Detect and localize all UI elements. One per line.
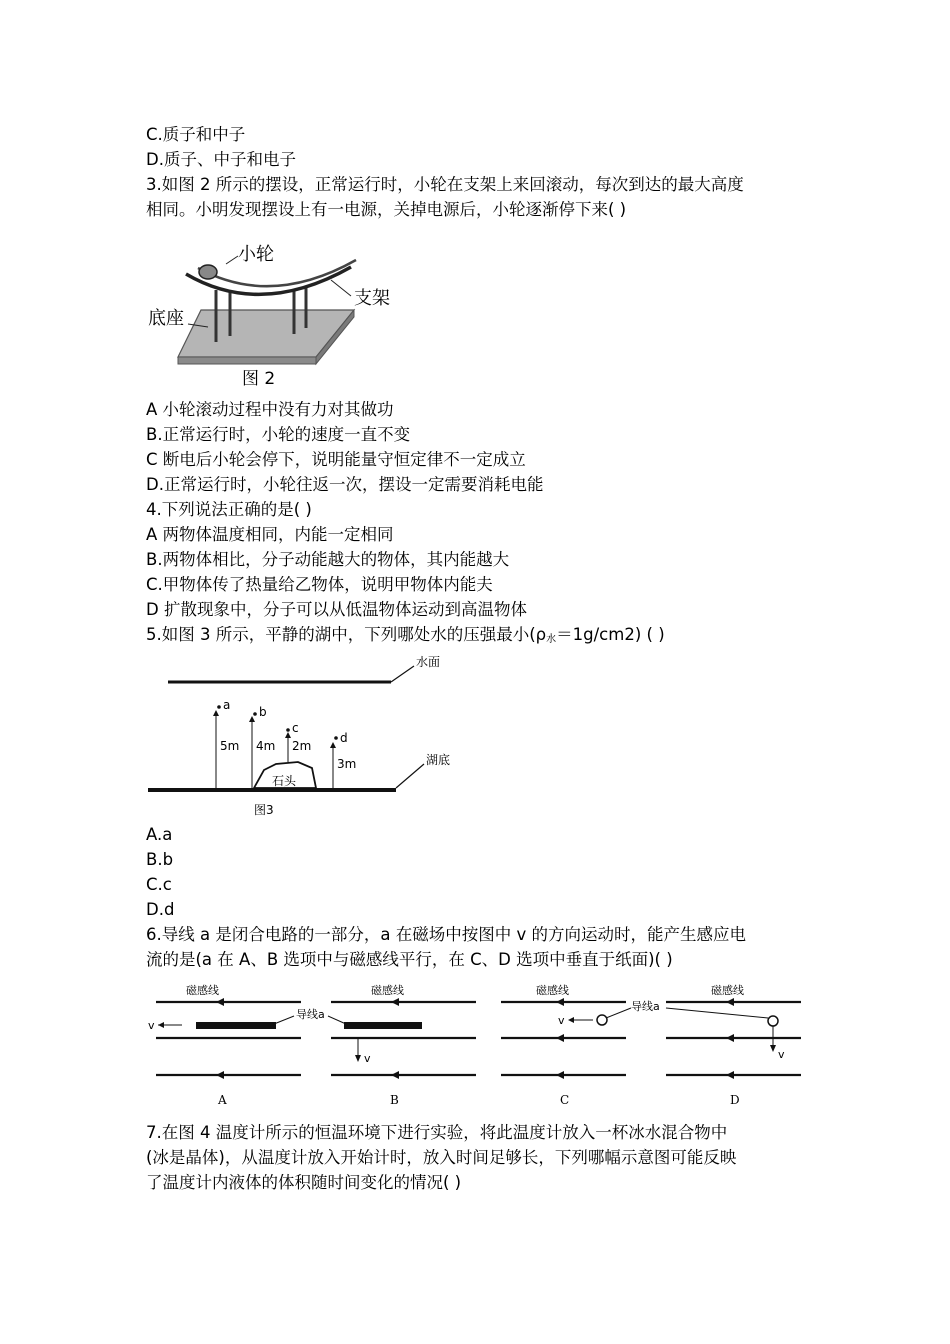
q7-stem-line2: (冰是晶体)，从温度计放入开始计时，放入时间足够长，下列哪幅示意图可能反映 [146, 1148, 737, 1167]
label-option-c: C [560, 1093, 570, 1107]
caption-figure-3: 图3 [254, 803, 274, 817]
q5-option-a: A.a [146, 825, 173, 844]
label-wire-cd: 导线a [631, 1000, 660, 1013]
label-stone: 石头 [272, 774, 297, 788]
label-frame: 支架 [354, 288, 390, 309]
label-option-d: D [730, 1093, 740, 1107]
label-lake-bottom: 湖底 [426, 753, 451, 767]
wire-a-option-b [344, 1022, 422, 1029]
figure-3-lake [146, 652, 481, 820]
label-option-a: A [218, 1093, 227, 1107]
caption-figure-2: 图 2 [242, 369, 276, 389]
q3-stem-line1: 3.如图 2 所示的摆设，正常运行时，小轮在支架上来回滚动，每次到达的最大高度 [146, 175, 744, 194]
q4-option-b: B.两物体相比，分子动能越大的物体，其内能越大 [146, 550, 510, 569]
q5-option-d: D.d [146, 900, 175, 919]
q4-stem: 4.下列说法正确的是( ) [146, 500, 312, 519]
label-option-b: B [390, 1093, 399, 1107]
velocity-b: v [364, 1052, 371, 1065]
q3-option-c: C 断电后小轮会停下，说明能量守恒定律不一定成立 [146, 450, 526, 469]
velocity-c: v [558, 1014, 565, 1027]
depth-a: 5m [220, 739, 240, 753]
wire-a-option-c [597, 1015, 607, 1025]
q5-stem-after: ＝1g/cm2) ( ) [556, 625, 665, 644]
q5-stem-subscript: 水 [546, 634, 557, 645]
point-a: a [223, 698, 231, 712]
q4-option-d: D 扩散现象中，分子可以从低温物体运动到高温物体 [146, 600, 527, 619]
q7-stem-line1: 7.在图 4 温度计所示的恒温环境下进行实验，将此温度计放入一杯冰水混合物中 [146, 1123, 728, 1142]
figure-2-track-device [146, 232, 416, 392]
q5-stem-before: 5.如图 3 所示，平静的湖中，下列哪处水的压强最小(ρ [146, 625, 547, 644]
q4-option-c: C.甲物体传了热量给乙物体，说明甲物体内能夫 [146, 575, 493, 594]
q5-option-c: C.c [146, 875, 172, 894]
q3-option-d: D.正常运行时，小轮往返一次，摆设一定需要消耗电能 [146, 475, 544, 494]
wire-a-option-a [196, 1022, 276, 1029]
depth-c: 2m [292, 739, 312, 753]
label-water-surface: 水面 [416, 655, 441, 669]
velocity-d: v [778, 1048, 785, 1061]
q7-stem-line3: 了温度计内液体的体积随时间变化的情况( ) [146, 1173, 462, 1192]
label-field-line-d: 磁感线 [711, 984, 744, 997]
q2-option-c: C.质子和中子 [146, 125, 246, 144]
figure-q6-magnetic-field [146, 978, 811, 1108]
q3-option-b: B.正常运行时，小轮的速度一直不变 [146, 425, 411, 444]
depth-d: 3m [337, 757, 357, 771]
q6-stem-line2: 流的是(a 在 A、B 选项中与磁感线平行，在 C、D 选项中垂直于纸面)( ) [146, 950, 673, 969]
label-base: 底座 [148, 308, 184, 329]
q3-option-a: A 小轮滚动过程中没有力对其做功 [146, 400, 394, 419]
q3-stem-line2: 相同。小明发现摆设上有一电源，关掉电源后，小轮逐渐停下来( ) [146, 200, 627, 219]
q6-stem-line1: 6.导线 a 是闭合电路的一部分，a 在磁场中按图中 v 的方向运动时，能产生感应电 [146, 925, 746, 944]
label-field-line-b: 磁感线 [371, 984, 404, 997]
wire-a-option-d [768, 1016, 778, 1026]
q4-option-a: A 两物体温度相同，内能一定相同 [146, 525, 394, 544]
point-b: b [259, 705, 267, 719]
label-field-line-a: 磁感线 [186, 984, 219, 997]
label-field-line-c: 磁感线 [536, 984, 569, 997]
label-wheel: 小轮 [238, 244, 274, 265]
small-wheel [199, 265, 217, 279]
q5-stem [146, 622, 665, 652]
q5-option-b: B.b [146, 850, 174, 869]
velocity-a: v [148, 1019, 155, 1032]
point-c: c [292, 721, 299, 735]
q2-option-d: D.质子、中子和电子 [146, 150, 296, 169]
depth-b: 4m [256, 739, 276, 753]
point-d: d [340, 731, 348, 745]
label-wire-ab: 导线a [296, 1008, 325, 1021]
